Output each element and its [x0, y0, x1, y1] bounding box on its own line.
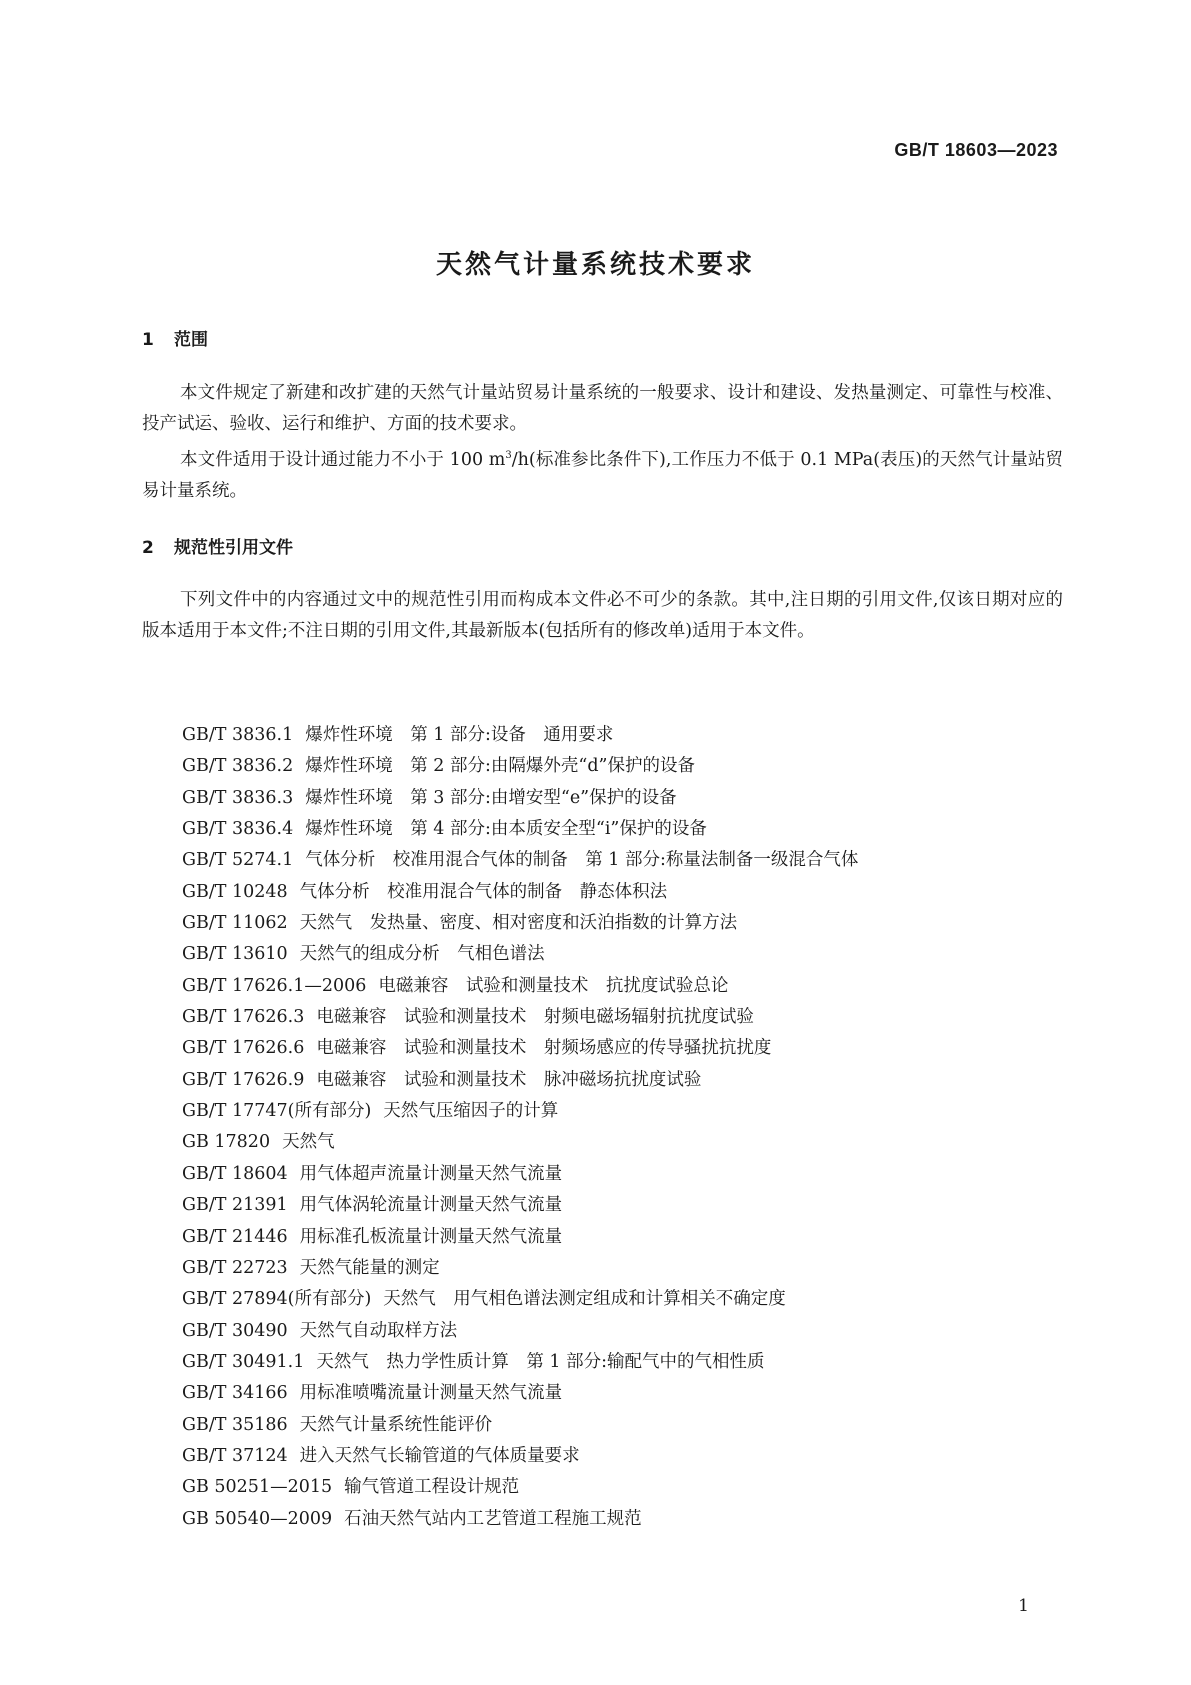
- reference-title: 天然气的组成分析 气相色谱法: [299, 944, 545, 965]
- reference-item: [182, 1410, 858, 1441]
- reference-item: [182, 720, 858, 751]
- page-number: 1: [1018, 1596, 1029, 1616]
- reference-code: GB/T 17747(所有部分): [182, 1101, 372, 1122]
- reference-title: 电磁兼容 试验和测量技术 射频电磁场辐射抗扰度试验: [316, 1007, 754, 1028]
- reference-code: GB/T 21391: [182, 1195, 288, 1216]
- reference-code: GB/T 30491.1: [182, 1351, 305, 1372]
- section-1-number: 1: [142, 330, 154, 350]
- section-2-heading: [142, 533, 293, 558]
- section-2-title: 规范性引用文件: [174, 538, 293, 558]
- reference-title: 爆炸性环境 第 1 部分:设备 通用要求: [305, 725, 614, 745]
- reference-title: 电磁兼容 试验和测量技术 脉冲磁场抗扰度试验: [316, 1069, 702, 1090]
- reference-code: GB/T 27894(所有部分): [182, 1289, 372, 1310]
- document-title: 天然气计量系统技术要求: [435, 250, 755, 280]
- reference-title: 天然气 发热量、密度、相对密度和沃泊指数的计算方法: [299, 913, 738, 934]
- reference-code: GB 17820: [182, 1132, 271, 1153]
- reference-title: 气体分析 校准用混合气体的制备 第 1 部分:称量法制备一级混合气体: [305, 850, 859, 871]
- reference-code: GB/T 5274.1: [182, 850, 294, 871]
- reference-code: GB/T 13610: [182, 944, 288, 965]
- para2-text-after: /h(标准参比条件下),工作压力不低于 0.1 MPa(表压)的天然气计量站贸易计量系统。: [142, 449, 1063, 501]
- reference-item: [182, 1441, 858, 1472]
- reference-code: GB/T 35186: [182, 1414, 288, 1435]
- reference-item: [182, 1222, 858, 1253]
- reference-item: [182, 845, 858, 876]
- section-1-heading: [142, 325, 208, 350]
- reference-code: GB/T 17626.1—2006: [182, 975, 367, 996]
- reference-item: [182, 1472, 858, 1503]
- reference-code: GB/T 30490: [182, 1320, 288, 1341]
- reference-item: [182, 751, 858, 782]
- reference-title: 天然气 热力学性质计算 第 1 部分:输配气中的气相性质: [316, 1351, 765, 1372]
- reference-item: [182, 1002, 858, 1033]
- reference-title: 用气体超声流量计测量天然气流量: [299, 1163, 563, 1184]
- para2-superscript: 3: [505, 450, 512, 461]
- reference-item: [182, 1316, 858, 1347]
- reference-title: 天然气 用气相色谱法测定组成和计算相关不确定度: [383, 1289, 786, 1310]
- reference-code: GB/T 3836.4: [182, 819, 294, 840]
- reference-title: 天然气自动取样方法: [299, 1320, 458, 1341]
- reference-item: [182, 971, 858, 1002]
- reference-item: [182, 1504, 858, 1535]
- reference-code: GB/T 17626.6: [182, 1038, 305, 1059]
- standard-number: GB/T 18603—2023: [894, 140, 1058, 160]
- section-2-number: 2: [142, 538, 154, 558]
- section-1-paragraph-1: 本文件规定了新建和改扩建的天然气计量站贸易计量系统的一般要求、设计和建设、发热量测定、可靠性与校准、投产试运、验收、运行和维护、方面的技术要求。: [142, 383, 1063, 434]
- para2-text-before: 本文件适用于设计通过能力不小于 100 m: [180, 449, 506, 470]
- reference-title: 气体分析 校准用混合气体的制备 静态体积法: [299, 881, 668, 902]
- reference-title: 用气体涡轮流量计测量天然气流量: [299, 1195, 563, 1216]
- reference-item: [182, 814, 858, 845]
- reference-title: 天然气压缩因子的计算: [383, 1101, 559, 1122]
- reference-title: 爆炸性环境 第 4 部分:由本质安全型“i”保护的设备: [305, 819, 707, 840]
- reference-code: GB/T 3836.3: [182, 787, 294, 808]
- reference-title: 石油天然气站内工艺管道工程施工规范: [344, 1508, 642, 1529]
- reference-code: GB/T 34166: [182, 1383, 288, 1404]
- reference-title: 用标准喷嘴流量计测量天然气流量: [299, 1383, 563, 1404]
- reference-item: [182, 1284, 858, 1315]
- reference-title: 进入天然气长输管道的气体质量要求: [299, 1445, 580, 1466]
- reference-title: 天然气计量系统性能评价: [299, 1414, 493, 1435]
- reference-item: [182, 1033, 858, 1064]
- reference-code: GB 50251—2015: [182, 1477, 333, 1498]
- reference-item: [182, 1253, 858, 1284]
- reference-title: 天然气能量的测定: [299, 1257, 440, 1278]
- reference-item: [182, 1190, 858, 1221]
- reference-item: [182, 1065, 858, 1096]
- reference-item: [182, 908, 858, 939]
- reference-item: [182, 877, 858, 908]
- reference-item: [182, 783, 858, 814]
- reference-title: 电磁兼容 试验和测量技术 射频场感应的传导骚扰抗扰度: [316, 1038, 772, 1059]
- reference-code: GB/T 21446: [182, 1226, 288, 1247]
- reference-item: [182, 1127, 858, 1158]
- reference-code: GB/T 3836.1: [182, 725, 294, 745]
- reference-code: GB/T 11062: [182, 913, 288, 934]
- reference-item: [182, 939, 858, 970]
- reference-code: GB 50540—2009: [182, 1508, 333, 1529]
- reference-item: [182, 1347, 858, 1378]
- reference-item: [182, 1096, 858, 1127]
- reference-item: [182, 1378, 858, 1409]
- reference-code: GB/T 37124: [182, 1445, 288, 1466]
- section-2-intro: 下列文件中的内容通过文中的规范性引用而构成本文件必不可少的条款。其中,注日期的引用文件,仅该日期对应的版本适用于本文件;不注日期的引用文件,其最新版本(包括所有的修改单)适用于本文件。: [142, 590, 1063, 641]
- reference-title: 爆炸性环境 第 3 部分:由增安型“e”保护的设备: [305, 787, 677, 808]
- reference-code: GB/T 17626.9: [182, 1069, 305, 1090]
- reference-title: 输气管道工程设计规范: [344, 1477, 520, 1498]
- reference-code: GB/T 10248: [182, 881, 288, 902]
- reference-title: 电磁兼容 试验和测量技术 抗扰度试验总论: [378, 975, 729, 996]
- reference-item: [182, 1159, 858, 1190]
- reference-code: GB/T 17626.3: [182, 1007, 305, 1028]
- reference-list: [182, 720, 858, 1535]
- section-1-paragraph-2: [142, 440, 1063, 507]
- reference-title: 天然气: [282, 1132, 335, 1153]
- reference-title: 爆炸性环境 第 2 部分:由隔爆外壳“d”保护的设备: [305, 756, 695, 777]
- reference-title: 用标准孔板流量计测量天然气流量: [299, 1226, 563, 1247]
- reference-code: GB/T 22723: [182, 1257, 288, 1278]
- section-1-title: 范围: [174, 330, 208, 350]
- reference-code: GB/T 3836.2: [182, 756, 294, 777]
- reference-code: GB/T 18604: [182, 1163, 288, 1184]
